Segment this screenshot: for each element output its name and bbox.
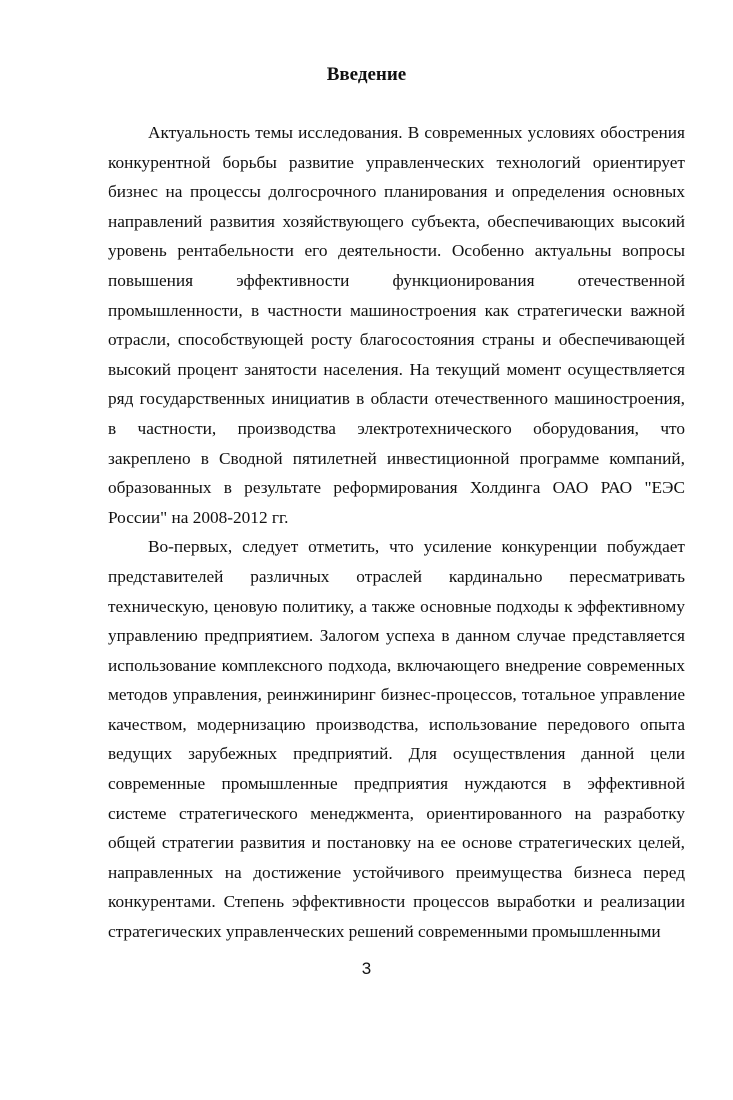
page-number: 3 <box>361 959 372 978</box>
paragraph-relevance: Актуальность темы исследования. В современных условиях обострения конкурентной борьбы развитие управленческих технологий ориентирует бизнес на процессы долгосрочного планирования и определения основных направлений развития хозяйствующего субъекта, обеспечивающих высокий уровень рентабельности его деятельности. Особенно актуальны вопросы повышения эффективности функционирования отечественной промышленности, в частности машиностроения как стратегически важной отрасли, способствующей росту благосостояния страны и обеспечивающей высокий процент занятости населения. На текущий момент осуществляется ряд государственных инициатив в области отечественного машиностроения, в частности, производства электротехнического оборудования, что закреплено в Сводной пятилетней инвестиционной программе компаний, образованных в результате реформирования Холдинга ОАО РАО "ЕЭС России" на 2008-2012 гг. <box>108 123 685 527</box>
page-title: Введение <box>326 64 407 85</box>
paragraph-firstly: Во-первых, следует отметить, что усиление конкуренции побуждает представителей различных отраслей кардинально пересматривать техническую, ценовую политику, а также основные подходы к эффективному управлению предприятием. Залогом успеха в данном случае представляется использование комплексного подхода, включающего внедрение современных методов управления, реинжиниринг бизнес-процессов, тотальное управление качеством, модернизацию производства, использование передового опыта ведущих зарубежных предприятий. Для осуществления данной цели современные промышленные предприятия нуждаются в эффективной системе стратегического менеджмента, ориентированного на разработку общей стратегии развития и постановку на ее основе стратегических целей, направленных на достижение устойчивого преимущества бизнеса перед конкурентами. Степень эффективности процессов выработки и реализации стратегических управленческих решений современными промышленными <box>108 537 685 942</box>
body-text <box>108 118 685 947</box>
